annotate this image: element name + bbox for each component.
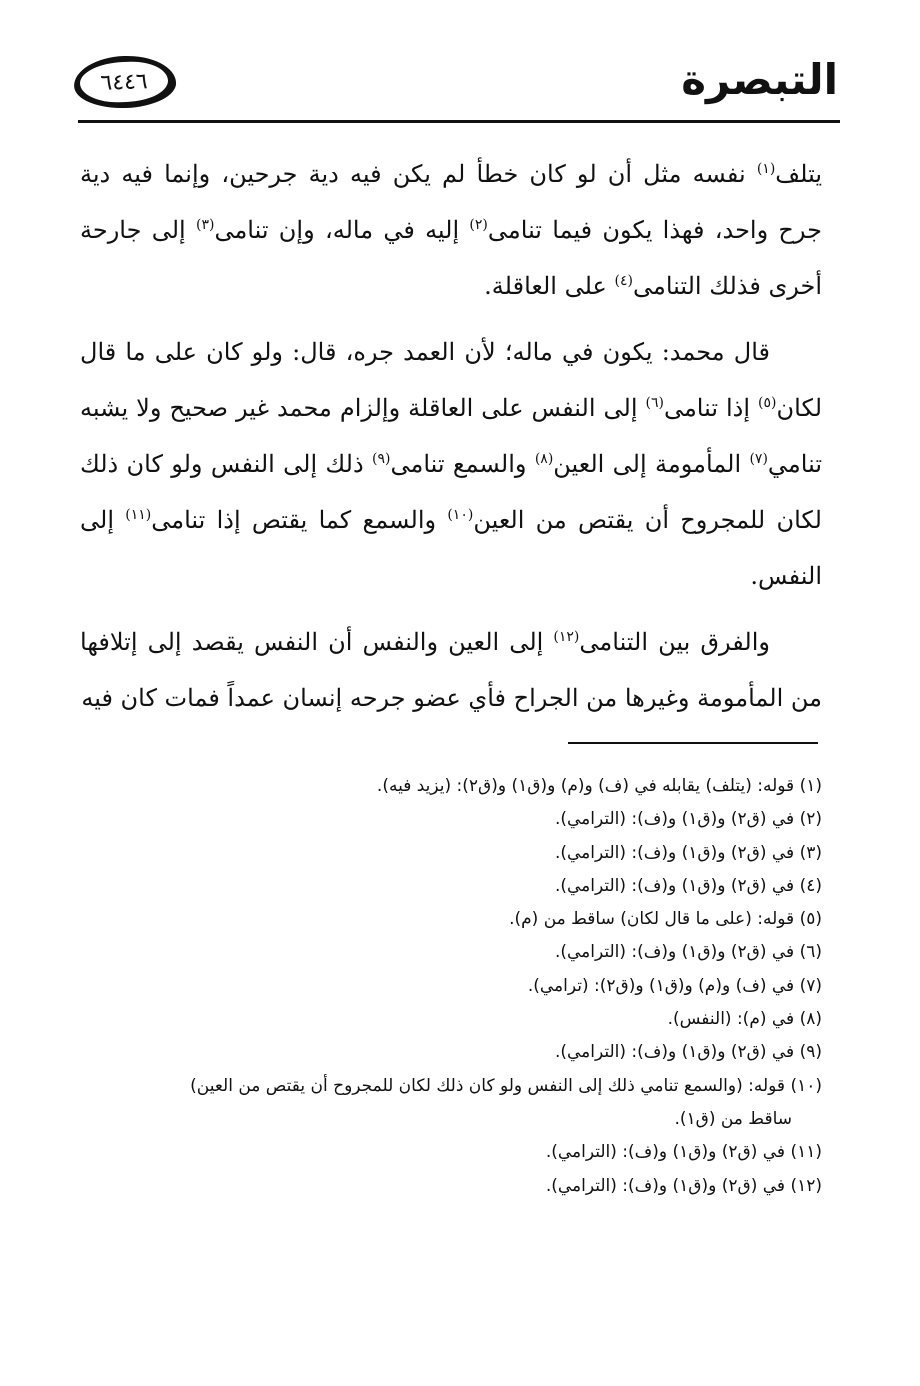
text-segment: قال محمد: يكون في ماله؛ لأن العمد جره، قال: ولو كان على ما قال لكان xyxy=(80,338,823,422)
page-number-badge xyxy=(73,54,177,110)
footnote-separator xyxy=(568,742,818,744)
text-segment: نفسه مثل أن لو كان خطأ لم يكن فيه دية جرحين، وإنما فيه دية جرح واحد، فهذا يكون فيما تنامى xyxy=(80,160,822,244)
footnote-number: (١) xyxy=(799,776,822,796)
footnote-number: (٦) xyxy=(799,942,822,963)
footnote-text: قوله: (على ما قال لكان) ساقط من (م). xyxy=(509,909,800,930)
footnote-number: (٤) xyxy=(799,875,822,896)
paragraph xyxy=(80,614,822,726)
footnote-text: في (ق٢) و(ق١) و(ف): (الترامي). xyxy=(554,809,800,830)
footnote-text: قوله: (والسمع تنامي ذلك إلى النفس ولو كان ذلك لكان للمجروح أن يقتص من العين) xyxy=(190,1075,791,1096)
paragraph xyxy=(80,146,822,314)
text-segment: والسمع كما يقتص إذا تنامى xyxy=(151,506,448,534)
footnote-text: في (ق٢) و(ق١) و(ف): (الترامي). xyxy=(554,942,800,963)
footnote xyxy=(80,903,822,936)
footnote-ref[interactable]: (٤) xyxy=(614,273,633,289)
footnote-ref[interactable]: (١٠) xyxy=(447,507,474,523)
footnote-text: قوله: (يتلف) يقابله في (ف) و(م) و(ق١) و(ق٢): (يزيد فيه). xyxy=(376,776,800,796)
footnote-number: (٥) xyxy=(799,909,822,930)
footnote-ref[interactable]: (١١) xyxy=(125,507,152,523)
footnote xyxy=(80,1170,822,1203)
footnote xyxy=(80,936,822,969)
text-segment: والسمع تنامى xyxy=(390,450,535,478)
footnote xyxy=(80,1070,822,1137)
footnote-number: (٧) xyxy=(799,975,822,996)
header-divider xyxy=(78,120,840,123)
footnote-text: في (ق٢) و(ق١) و(ف): (الترامي). xyxy=(554,842,800,863)
text-segment: إلى النفس على العاقلة وإلزام محمد غير صحيح ولا يشبه تنامي xyxy=(80,394,822,478)
footnote xyxy=(80,770,822,803)
footnote-text: في (ف) و(م) و(ق١) و(ق٢): (ترامي). xyxy=(527,975,800,996)
footnote-number: (١٠) xyxy=(790,1075,822,1096)
footnote-ref[interactable]: (٣) xyxy=(195,217,215,233)
footnote-text: في (ق٢) و(ق١) و(ف): (الترامي). xyxy=(545,1142,791,1163)
footnote-ref[interactable]: (٢) xyxy=(469,217,488,233)
text-segment: على العاقلة. xyxy=(484,272,615,300)
text-segment: والفرق بين التنامى xyxy=(579,628,770,656)
text-segment: إذا تنامى xyxy=(663,394,759,422)
footnote-text: في (ق٢) و(ق١) و(ف): (الترامي). xyxy=(554,1042,800,1063)
footnote-ref[interactable]: (٥) xyxy=(758,395,777,411)
text-segment: إليه في ماله، وإن تنامى xyxy=(214,216,470,244)
footnote xyxy=(80,837,822,870)
footnote xyxy=(80,803,822,836)
footnote-text: في (ق٢) و(ق١) و(ف): (الترامي). xyxy=(545,1175,791,1196)
page-header xyxy=(78,54,838,118)
page-number: ٦٤٤٦ xyxy=(79,61,168,104)
text-segment: يتلف xyxy=(775,160,822,188)
footnote-number: (٨) xyxy=(799,1009,822,1030)
footnote-ref[interactable]: (٧) xyxy=(749,451,768,467)
footnote xyxy=(80,870,822,903)
footnotes xyxy=(80,770,822,1203)
footnote-number: (٢) xyxy=(799,809,822,830)
text-segment: إلى النفس. xyxy=(80,506,822,590)
text-segment: إلى جارحة أخرى فذلك التنامى xyxy=(80,216,822,300)
text-segment: ذلك إلى النفس ولو كان ذلك لكان للمجروح أن يقتص من العين xyxy=(80,450,822,534)
footnote-text: في (م): (النفس). xyxy=(667,1009,800,1030)
footnote-ref[interactable]: (١) xyxy=(756,161,776,177)
footnote-ref[interactable]: (٨) xyxy=(534,451,554,467)
footnote-ref[interactable]: (٩) xyxy=(371,451,391,467)
footnote-continuation: ساقط من (ق١). xyxy=(674,1108,792,1129)
footnote-ref[interactable]: (٦) xyxy=(645,395,664,411)
paragraph xyxy=(80,324,822,604)
footnote xyxy=(80,1036,822,1069)
footnote-number: (٣) xyxy=(799,842,822,863)
text-segment: إلى العين والنفس أن النفس يقصد إلى إتلافها من المأمومة وغيرها من الجراح فأي عضو جرحه إنسان عمداً فمات كان فيه xyxy=(80,628,822,712)
text-segment: المأمومة إلى العين xyxy=(553,450,750,478)
footnote xyxy=(80,1136,822,1169)
footnote-number: (١٢) xyxy=(790,1175,822,1196)
book-title: التبصرة xyxy=(681,55,838,104)
footnote-number: (١١) xyxy=(790,1142,822,1163)
footnote xyxy=(80,970,822,1003)
footnote-number: (٩) xyxy=(799,1042,822,1063)
footnote xyxy=(80,1003,822,1036)
main-text xyxy=(80,146,822,736)
footnote-ref[interactable]: (١٢) xyxy=(553,629,580,645)
footnote-text: في (ق٢) و(ق١) و(ف): (الترامي). xyxy=(554,875,800,896)
